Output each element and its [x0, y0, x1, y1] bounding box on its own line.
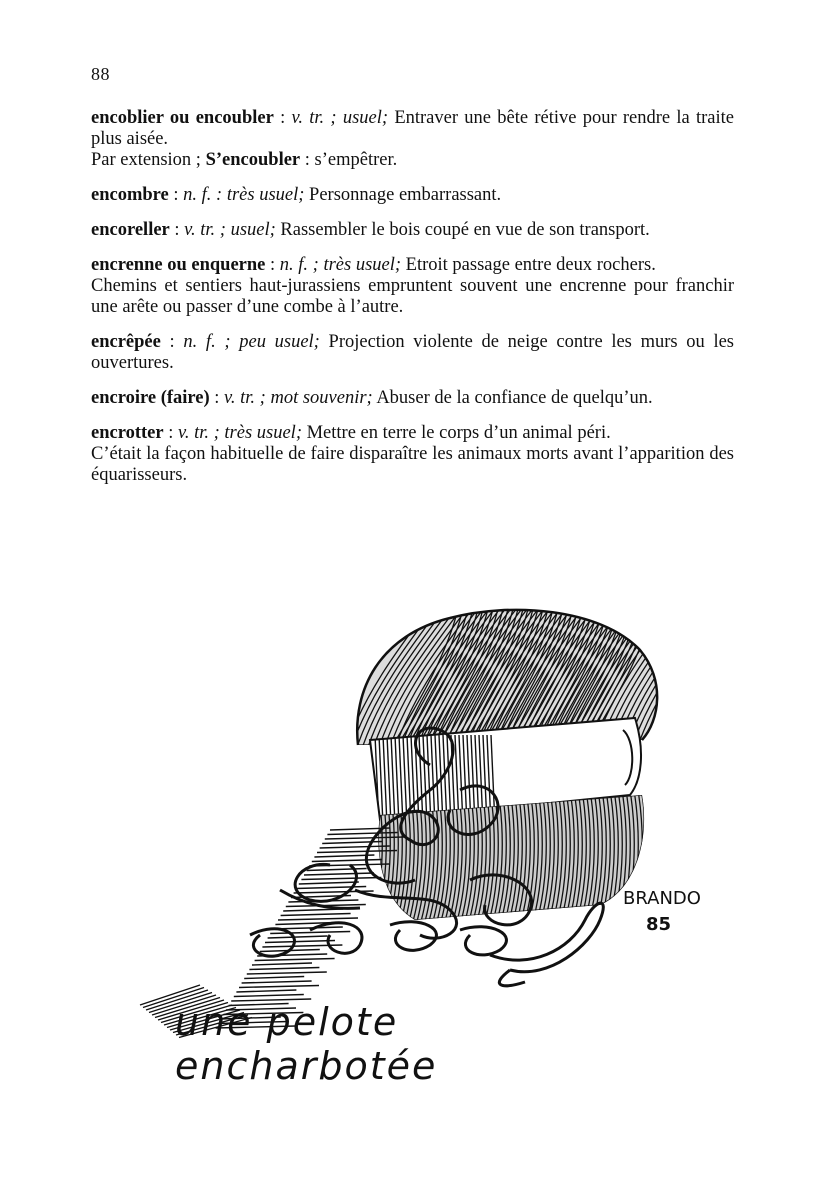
- entry-encrenne: [91, 255, 734, 318]
- illustration-caption: une pelote encharbotée: [175, 1000, 438, 1088]
- grammar-note: v. tr. ; très usuel;: [177, 423, 302, 443]
- artist-signature: BRANDO: [623, 888, 701, 909]
- headword: encombre: [91, 185, 169, 205]
- separator: :: [273, 108, 292, 128]
- entry-line: [91, 108, 734, 150]
- page-number: 88: [91, 64, 110, 84]
- grammar-note: v. tr. ; mot souvenir;: [224, 388, 373, 408]
- headword: encrenne ou enquerne: [91, 255, 266, 275]
- entry-encroire: [91, 388, 734, 409]
- headword: encrêpée: [91, 332, 161, 352]
- grammar-note: v. tr. ; usuel;: [184, 220, 276, 240]
- extension-prefix: Par extension ;: [91, 150, 206, 170]
- headword: encroire (faire): [91, 388, 210, 408]
- entry-note: C’était la façon habituelle de faire disparaître les animaux morts avant l’apparition des équarisseurs.: [91, 444, 734, 485]
- entry-line: [91, 220, 734, 241]
- definition: Personnage embarrassant.: [304, 185, 502, 205]
- headword: encrotter: [91, 423, 164, 443]
- definition: Entraver une bête rétive pour rendre la traite plus aisée.: [91, 108, 735, 149]
- grammar-note: n. f. ; très usuel;: [279, 255, 402, 275]
- separator: :: [169, 220, 185, 240]
- artist-year: 85: [646, 914, 672, 935]
- separator: :: [160, 332, 184, 352]
- entry-extension: [91, 150, 734, 171]
- separator: :: [168, 185, 184, 205]
- entry-note: Chemins et sentiers haut-jurassiens empruntent souvent une encrenne pour franchir une arête ou passer d’une combe à l’autre.: [91, 276, 734, 317]
- entry-encrepee: [91, 332, 734, 374]
- extension-definition: : s’empêtrer.: [300, 150, 398, 170]
- entry-encrotter: [91, 423, 734, 486]
- entry-line: [91, 423, 734, 444]
- grammar-note: v. tr. ; usuel;: [291, 108, 389, 128]
- entry-line: [91, 388, 734, 409]
- headword: encoblier ou encoubler: [91, 108, 274, 128]
- dictionary-entries: [91, 108, 734, 500]
- entry-line: [91, 255, 734, 276]
- definition: Abuser de la confiance de quelqu’un.: [372, 388, 653, 408]
- definition: Rassembler le bois coupé en vue de son transport.: [275, 220, 650, 240]
- yarn-ball-illustration: [130, 590, 730, 1050]
- entry-encoblier: [91, 108, 734, 171]
- definition: Projection violente de neige contre les murs ou les ouvertures.: [91, 332, 734, 373]
- entry-line: [91, 185, 734, 206]
- separator: :: [209, 388, 225, 408]
- entry-line: [91, 332, 734, 374]
- grammar-note: n. f. : très usuel;: [183, 185, 305, 205]
- grammar-note: n. f. ; peu usuel;: [183, 332, 320, 352]
- entry-encoreller: [91, 220, 734, 241]
- separator: :: [163, 423, 178, 443]
- extension-headword: S’encoubler: [205, 150, 301, 170]
- headword: encoreller: [91, 220, 170, 240]
- definition: Etroit passage entre deux rochers.: [401, 255, 656, 275]
- definition: Mettre en terre le corps d’un animal péri.: [301, 423, 611, 443]
- entry-encombre: [91, 185, 734, 206]
- separator: :: [265, 255, 280, 275]
